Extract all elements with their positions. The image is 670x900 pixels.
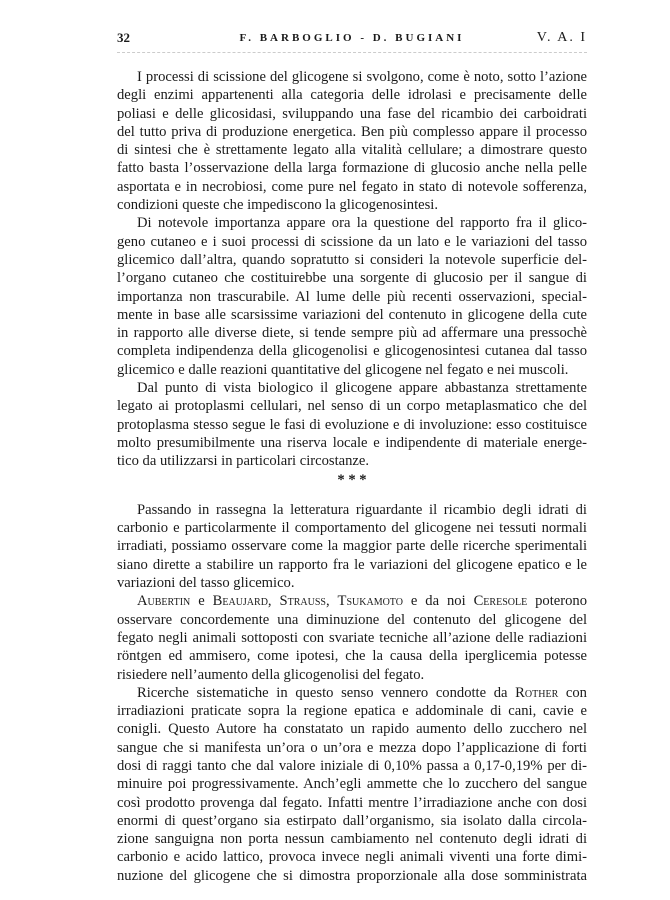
- text-line: [117, 288, 587, 306]
- text-line: [117, 397, 587, 415]
- text-line: [117, 501, 587, 519]
- text-span: importanza non trascurabile. Al lume delle più recenti osservazioni, special-: [117, 288, 587, 305]
- text-line: [117, 416, 587, 434]
- text-line: [117, 269, 587, 287]
- text-span: di sintesi che è strettamente legato alla vitalità cellulare; a dimostrare questo: [117, 142, 587, 159]
- text-span: mente in base alle scarsissime variazioni del contenuto in glicogene della cute: [117, 306, 587, 323]
- header-authors: F. BARBOGLIO - D. BUGIANI: [239, 32, 465, 44]
- text-line: [117, 342, 587, 360]
- author-name: Rother: [515, 684, 559, 701]
- text-line: [117, 141, 587, 159]
- text-line: [117, 86, 587, 104]
- section-separator: * * *: [337, 471, 367, 488]
- body-text: [117, 68, 587, 885]
- text-line: [117, 574, 587, 592]
- text-span: zione sanguigna non porta nessun cambiamento nel contenuto degli idrati di: [117, 831, 587, 848]
- text-line: [117, 867, 587, 885]
- text-span: così prodotto provenga dal fegato. Infatti mentre l’irradiazione anche con dosi: [117, 794, 587, 811]
- text-span: ,: [267, 593, 280, 610]
- text-span: osservare concordemente una diminuzione del contenuto del glicogene del: [117, 611, 587, 628]
- text-line: [117, 611, 587, 629]
- text-line: [117, 720, 587, 738]
- text-span: condizioni queste che impediscono la glicogenosintesi.: [117, 197, 438, 214]
- author-name: Beaujard: [212, 593, 268, 610]
- text-line: [117, 452, 587, 470]
- text-span: glicemico dall’altra, quando sopratutto si consideri la notevole superficie del-: [117, 251, 587, 268]
- text-line: [117, 647, 587, 665]
- text-line: [117, 684, 587, 702]
- text-line: [117, 592, 587, 610]
- text-span: risiedere nell’aumento della glicogenolisi del fegato.: [117, 666, 425, 683]
- text-line: [117, 434, 587, 452]
- text-span: e da noi: [402, 593, 474, 610]
- text-span: Passando in rassegna la letteratura riguardante il ricambio degli idrati di: [137, 501, 587, 518]
- text-span: fatto basta l’osservazione della larga formazione di glucosio anche nella pelle: [117, 160, 587, 177]
- text-span: conigli. Questo Autore ha constatato un rapido aumento dello zucchero nel: [117, 721, 587, 738]
- text-span: poliasi e delle glicosidasi, sviluppando una fase del ricambio dei carboidrati: [117, 105, 587, 122]
- text-line: [117, 68, 587, 86]
- text-span: completa indipendenza della glicogenolisi e glicogenosintesi cutanea dal tasso: [117, 343, 587, 360]
- text-span: variazioni del tasso glicemico.: [117, 575, 295, 592]
- page-number: 32: [117, 30, 130, 45]
- running-header: [117, 30, 587, 50]
- text-line: [117, 324, 587, 342]
- text-line: [117, 537, 587, 555]
- text-span: siano dirette a stabilire un rapporto fra le variazioni del glicogene epatico e le: [117, 556, 587, 573]
- header-section: V. A. I: [536, 30, 587, 45]
- text-span: ,: [325, 593, 338, 610]
- text-line: [117, 775, 587, 793]
- text-line: [117, 629, 587, 647]
- header-rule: [117, 52, 587, 53]
- text-span: minuire poi progressivamente. Anch’egli ammette che lo zucchero del sangue: [117, 776, 587, 793]
- paragraph: [117, 501, 587, 592]
- text-line: [117, 306, 587, 324]
- text-span: Di notevole importanza appare ora la questione del rapporto fra il glico-: [137, 215, 587, 232]
- text-line: [117, 379, 587, 397]
- text-span: dosi di raggi tanto che dal valore iniziale di 0,10% passa a 0,17-0,19% per di-: [117, 757, 587, 774]
- text-line: [117, 556, 587, 574]
- text-span: in rapporto alle diverse diete, si tende sempre più ad affermare una pressochè: [117, 325, 587, 342]
- text-line: [117, 361, 587, 379]
- text-line: [117, 196, 587, 214]
- text-span: röntgen ed ammisero, come ipotesi, che la causa della iperglicemia potesse: [117, 648, 587, 665]
- text-span: enormi di quest’organo sia estirpato dall’organismo, sia isolato dalla circola-: [117, 812, 587, 829]
- text-span: e: [190, 593, 213, 610]
- text-line: [117, 159, 587, 177]
- text-span: poterono: [527, 593, 588, 610]
- author-name: Strauss: [279, 593, 326, 610]
- text-line: [117, 233, 587, 251]
- text-span: carbonio e particolarmente il comportamento del glicogene nei tessuti normali: [117, 520, 587, 537]
- text-span: irradiazioni praticate sopra la regione epatica e addominale di cani, cavie e: [117, 703, 587, 720]
- text-line: [117, 123, 587, 141]
- text-span: del tutto priva di produzione energetica. Ben più complesso appare il processo: [117, 123, 587, 140]
- text-span: Ricerche sistematiche in questo senso vennero condotte da: [137, 684, 516, 701]
- text-line: [117, 830, 587, 848]
- text-line: [117, 519, 587, 537]
- paragraph: [117, 592, 587, 683]
- text-span: molto presumibilmente una riserva locale e indipendente di materiale energe-: [117, 434, 587, 451]
- text-line: [117, 794, 587, 812]
- text-span: Dal punto di vista biologico il glicogene appare abbastanza strettamente: [137, 380, 587, 397]
- text-span: legato ai protoplasmi cellulari, nel senso di un corpo metaplasmatico che del: [117, 398, 587, 415]
- text-span: I processi di scissione del glicogene si svolgono, come è noto, sotto l’azione: [137, 69, 587, 85]
- text-span: irradiati, possiamo osservare come la maggior parte delle ricerche sperimentali: [117, 538, 587, 555]
- paragraph: [117, 379, 587, 470]
- paragraph: [117, 214, 587, 379]
- text-span: nuzione del glicogene che si dimostra proporzionale alla dose somministrata: [117, 867, 587, 884]
- text-span: fegato negli animali sottoposti con svariate tecniche all’azione delle radiazioni: [117, 629, 587, 646]
- text-span: con: [558, 684, 587, 701]
- paragraph: [117, 684, 587, 885]
- text-line: [117, 105, 587, 123]
- text-line: [117, 812, 587, 830]
- text-span: asportata e in necrobiosi, come pure nel fegato in stato di notevole sofferenza,: [117, 178, 587, 195]
- text-line: [117, 702, 587, 720]
- text-line: [117, 739, 587, 757]
- text-line: [117, 666, 587, 684]
- text-line: [117, 251, 587, 269]
- text-span: degli enzimi appartenenti alla categoria delle idrolasi e precisamente delle: [117, 87, 587, 104]
- text-span: l’organo cutaneo che costituirebbe una sorgente di glucosio per il sangue di: [117, 270, 587, 287]
- text-span: glicemico e dalle reazioni quantitative del glicogene nel fegato e nei muscoli.: [117, 361, 569, 378]
- text-line: [117, 178, 587, 196]
- author-name: Ceresole: [473, 593, 528, 610]
- author-name: Aubertin: [137, 593, 191, 610]
- author-name: Tsukamoto: [337, 593, 403, 610]
- text-span: carbonio e acido lattico, provoca invece negli animali viventi una forte dimi-: [117, 849, 587, 866]
- text-span: tico da utilizzarsi in particolari circostanze.: [117, 453, 370, 470]
- text-span: geno cutaneo e i suoi processi di scissione da un lato e le variazioni del tasso: [117, 233, 587, 250]
- text-line: [117, 214, 587, 232]
- paragraph: [117, 68, 587, 214]
- text-line: [117, 757, 587, 775]
- text-span: protoplasma stesso segue le fasi di evoluzione e di involuzione: esso costituisce: [117, 416, 587, 433]
- text-line: [117, 848, 587, 866]
- text-span: sangue che si manifesta un’ora o un’ora e mezza dopo l’applicazione di forti: [117, 739, 587, 756]
